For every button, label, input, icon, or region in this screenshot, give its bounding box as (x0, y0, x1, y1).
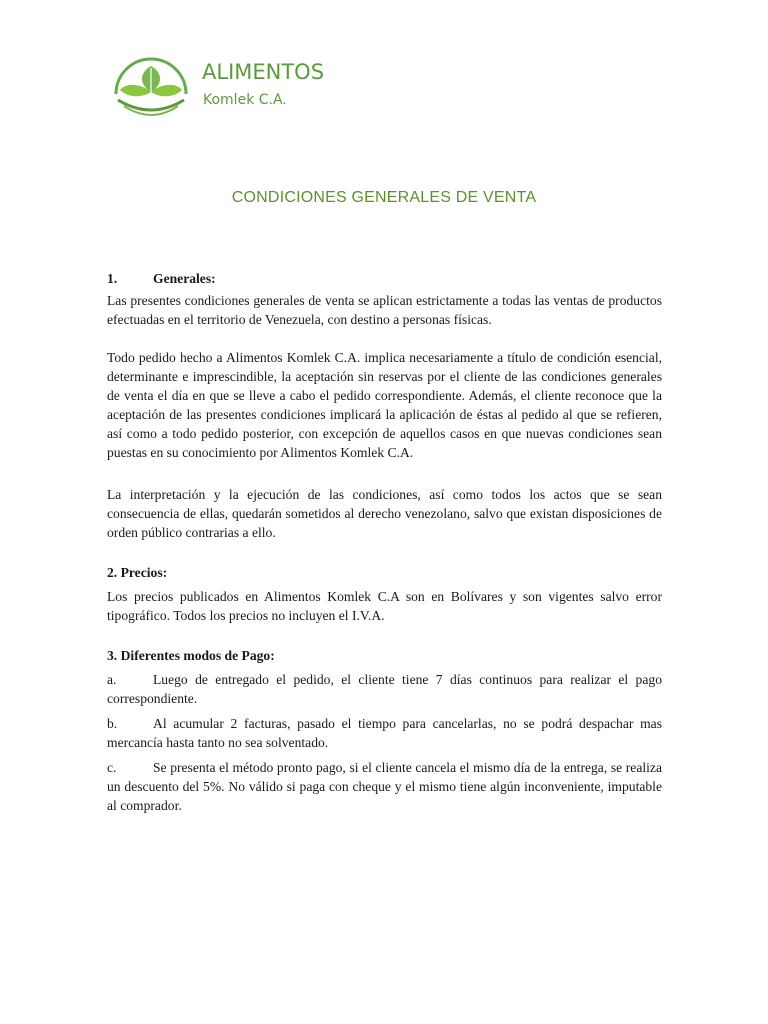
list-item-label: a. (107, 672, 117, 687)
company-logo (108, 54, 338, 118)
list-item-label: c. (107, 760, 117, 775)
logo-subtitle: Komlek C.A. (203, 92, 287, 108)
list-item-text: Al acumular 2 facturas, pasado el tiempo para cancelarlas, no se podrá despachar mas mercancía hasta tanto no sea solventado. (107, 716, 662, 750)
list-item-text: Luego de entregado el pedido, el cliente tiene 7 días continuos para realizar el pago correspondiente. (107, 672, 662, 706)
list-item (107, 758, 662, 815)
list-item (107, 714, 662, 752)
section-heading (107, 269, 662, 288)
list-item-text: Se presenta el método pronto pago, si el cliente cancela el mismo día de la entrega, se realiza un descuento del 5%. No válido si paga con cheque y el mismo tiene algún inconveniente, imputable al comprador. (107, 760, 662, 813)
paragraph: Todo pedido hecho a Alimentos Komlek C.A. implica necesariamente a título de condición esencial, determinante e imprescindible, la aceptación sin reservas por el cliente de las condiciones generales de venta el día en que se lleve a cabo el pedido correspondiente. Además, el cliente reconoce que la aceptación de las presentes condiciones implicará la aplicación de éstas al pedido al que se refieren, así como a todo pedido posterior, con excepción de aquellos casos en que nuevas condiciones sean puestas en su conocimiento por Alimentos Komlek C.A. (107, 350, 662, 460)
section-heading: 2. Precios: (107, 565, 168, 580)
document-body (107, 269, 662, 815)
paragraph: Los precios publicados en Alimentos Komlek C.A son en Bolívares y son vigentes salvo error tipográfico. Todos los precios no incluyen el I.V.A. (107, 589, 662, 623)
leaf-emblem-icon (108, 54, 194, 118)
list-item (107, 670, 662, 708)
paragraph: Las presentes condiciones generales de venta se aplican estrictamente a todas las ventas de productos efectuadas en el territorio de Venezuela, con destino a personas físicas. (107, 293, 662, 327)
section-number: 1. (107, 271, 118, 286)
list-item-label: b. (107, 716, 118, 731)
logo-title: ALIMENTOS (202, 60, 325, 84)
section-heading: 3. Diferentes modos de Pago: (107, 648, 275, 663)
document-title: CONDICIONES GENERALES DE VENTA (231, 189, 537, 206)
paragraph: La interpretación y la ejecución de las condiciones, así como todos los actos que se sean consecuencia de ellas, quedarán sometidos al derecho venezolano, salvo que existan disposiciones de orden público contrarias a ello. (107, 487, 662, 540)
section-title: Generales: (153, 271, 216, 286)
